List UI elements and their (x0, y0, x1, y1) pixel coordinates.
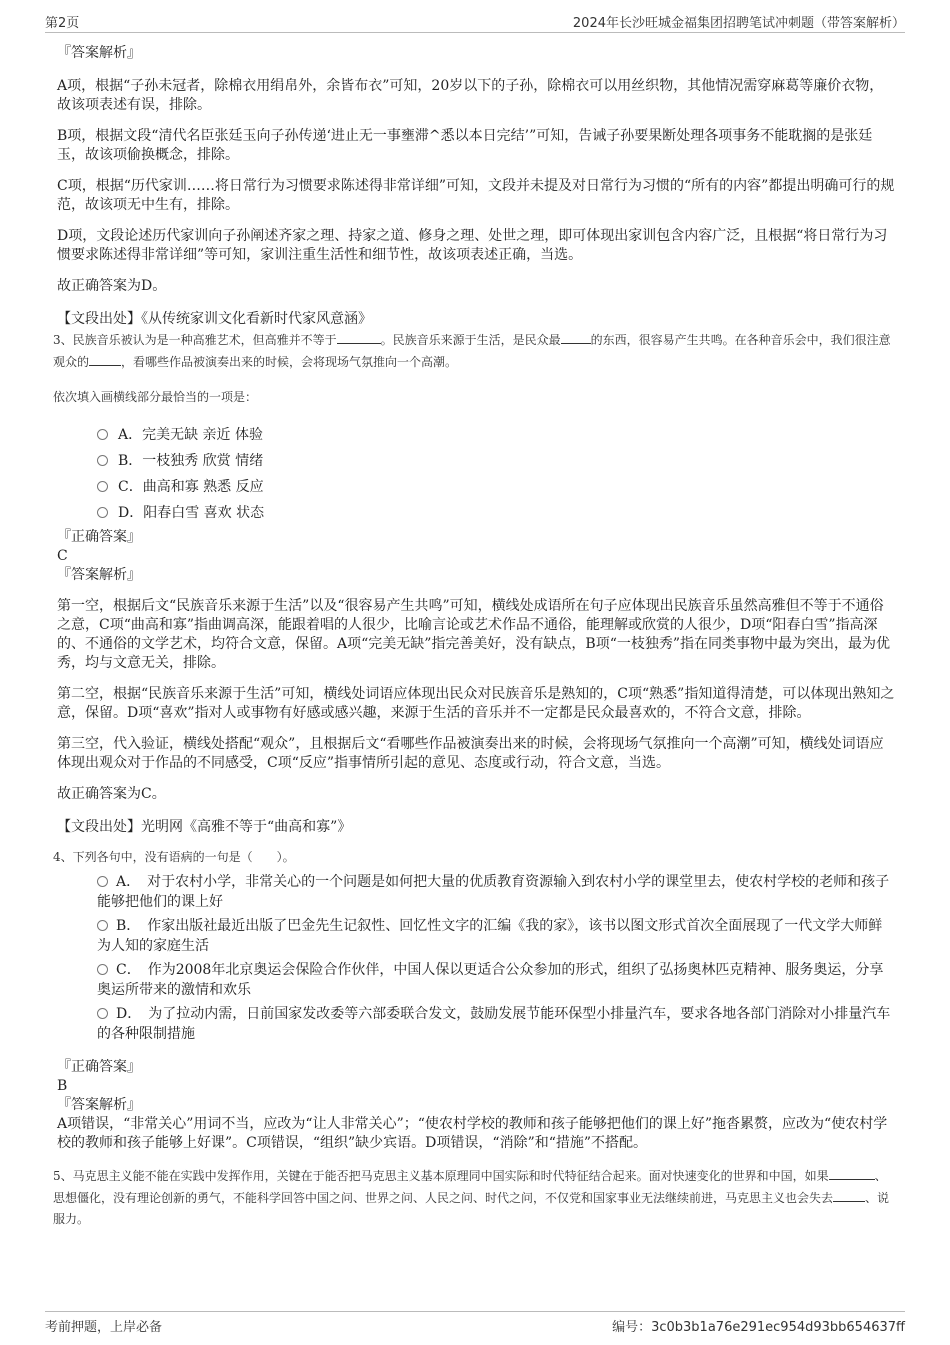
q5-question: 5、马克思主义能不能在实践中发挥作用，关键在于能否把马克思主义基本原理同中国实际和时代特征结合起来。面对快速变化的世界和中国，如果 、思想僵化，没有理论创新的勇气，不能科学回答中国之问、世界之问、人民之问、时代之问，不仅党和国家事业无法继续前进，马克思主义也会失去 、说服力。 (53, 1165, 895, 1230)
q5-blank-1 (829, 1165, 875, 1180)
q2-source: 【文段出处】《从传统家训文化看新时代家风意涵》 (57, 311, 372, 327)
q2-analysis-a: A项，根据“子孙未冠者，除棉衣用绢帛外，余皆布衣”可知，20岁以下的子孙，除棉衣可以用丝织物，其他情况需穿麻葛等廉价衣物，故该项表述有误，排除。 (57, 78, 884, 113)
q4-analysis-label: 『答案解析』 (57, 1097, 141, 1113)
q4-option-a[interactable]: A． 对于农村小学，非常关心的一个问题是如何把大量的优质教育资源输入到农村小学的课堂里去，使农村学校的老师和孩子能够把他们的课上好 (97, 874, 890, 910)
document-code: 编号：3c0b3b1a76e291ec954d93bb654637ff (612, 1320, 905, 1335)
q3-conclusion: 故正确答案为C。 (57, 786, 166, 802)
radio-icon[interactable] (97, 507, 108, 518)
q4-question: 4、下列各句中，没有语病的一句是（ ）。 (53, 850, 295, 864)
q5-blank-2 (833, 1187, 865, 1202)
radio-icon[interactable] (97, 1008, 108, 1019)
q3-option-a[interactable]: A．完美无缺 亲近 体验 (97, 422, 895, 448)
q2-analysis-d: D项，文段论述历代家训向子孙阐述齐家之理、持家之道、修身之理、处世之理，即可体现出家训包含内容广泛，且根据“将日常行为习惯要求陈述得非常详细”等可知，家训注重生活性和细节性，故该项表述正确，当选。 (57, 228, 888, 263)
q3-option-b[interactable]: B．一枝独秀 欣赏 情绪 (97, 448, 895, 474)
q3-analysis-p1: 第一空，根据后文“民族音乐来源于生活”以及“很容易产生共鸣”可知，横线处成语所在句子应体现出民族音乐虽然高雅但不等于不通俗之意，C项“曲高和寡”指曲调高深，能跟着唱的人很少，比喻言论或艺术作品不通俗，能理解或欣赏的人很少，D项“阳春白雪”指高深的、不通俗的文学艺术，均符合文意，保留。A项“完美无缺”指完善美好，没有缺点，B项“一枝独秀”指在同类事物中最为突出，最为优秀，均与文意无关，排除。 (57, 598, 891, 671)
q3-correct-answer: C (57, 548, 68, 564)
q3-option-c[interactable]: C．曲高和寡 熟悉 反应 (97, 474, 895, 500)
q3-blank-2 (561, 329, 591, 344)
q3-blank-3 (89, 351, 121, 366)
radio-icon[interactable] (97, 481, 108, 492)
q4-correct-label: 『正确答案』 (57, 1059, 141, 1075)
q2-analysis-b: B项，根据文段“清代名臣张廷玉向子孙传递‘进止无一事壅滞^悉以本日完结’”可知，告诫子孙要果断处理各项事务不能耽搁的是张廷玉，故该项偷换概念，排除。 (57, 128, 873, 163)
q3-analysis-p2: 第二空，根据“民族音乐来源于生活”可知，横线处词语应体现出民众对民族音乐是熟知的，C项“熟悉”指知道得清楚，可以体现出熟知之意，保留。D项“喜欢”指对人或事物有好感或感兴趣，来源于生活的音乐并不一定都是民众最喜欢的，不符合文意，排除。 (57, 686, 895, 721)
q2-conclusion: 故正确答案为D。 (57, 278, 167, 294)
radio-icon[interactable] (97, 876, 108, 887)
radio-icon[interactable] (97, 920, 108, 931)
page-header (45, 10, 905, 33)
radio-icon[interactable] (97, 964, 108, 975)
document-body (53, 44, 895, 1230)
radio-icon[interactable] (97, 429, 108, 440)
q3-instruction: 依次填入画横线部分最恰当的一项是： (53, 390, 258, 404)
q3-source: 【文段出处】光明网《高雅不等于“曲高和寡”》 (57, 819, 352, 835)
q3-option-d[interactable]: D．阳春白雪 喜欢 状态 (97, 500, 895, 526)
q4-analysis: A项错误，“非常关心”用词不当，应改为“让人非常关心”；“使农村学校的教师和孩子能够把他们的课上好”拖沓累赘，应改为“使农村学校的教师和孩子能够上好课”。C项错误，“组织”缺少宾语。D项错误，“消除”和“措施”不搭配。 (57, 1116, 888, 1151)
page-number: 第2页 (45, 16, 80, 31)
q4-option-d[interactable]: D． 为了拉动内需，日前国家发改委等六部委联合发文，鼓励发展节能环保型小排量汽车，要求各地各部门消除对小排量汽车的各种限制措施 (97, 1006, 891, 1042)
q2-analysis-label: 『答案解析』 (57, 45, 141, 61)
q3-analysis-label: 『答案解析』 (57, 567, 141, 583)
footer-slogan: 考前押题，上岸必备 (45, 1320, 163, 1335)
radio-icon[interactable] (97, 455, 108, 466)
q4-option-b[interactable]: B． 作家出版社最近出版了巴金先生记叙性、回忆性文字的汇编《我的家》，该书以图文形式首次全面展现了一代文学大师鲜为人知的家庭生活 (97, 918, 883, 954)
document-title: 2024年长沙旺城金福集团招聘笔试冲刺题（带答案解析） (572, 16, 905, 31)
q3-blank-1 (337, 329, 381, 344)
page-footer (45, 1311, 905, 1336)
q3-correct-label: 『正确答案』 (57, 529, 141, 545)
q3-question: 3、民族音乐被认为是一种高雅艺术，但高雅并不等于 。民族音乐来源于生活，是民众最 的东西，很容易产生共鸣。在各种音乐会中，我们很注意观众的 ，看哪些作品被演奏出来的时候，会将现场气氛推向一个高潮。 (53, 329, 895, 373)
q2-analysis-c: C项，根据“历代家训……将日常行为习惯要求陈述得非常详细”可知，文段并未提及对日常行为习惯的“所有的内容”都提出明确可行的规范，故该项无中生有，排除。 (57, 178, 895, 213)
q4-correct-answer: B (57, 1078, 68, 1094)
q3-analysis-p3: 第三空，代入验证，横线处搭配“观众”，且根据后文“看哪些作品被演奏出来的时候，会将现场气氛推向一个高潮”可知，横线处词语应体现出观众对于作品的不同感受，C项“反应”指事情所引起的意见、态度或行动，符合文意，当选。 (57, 736, 884, 771)
q4-option-c[interactable]: C． 作为2008年北京奥运会保险合作伙伴，中国人保以更适合公众参加的形式，组织了弘扬奥林匹克精神、服务奥运，分享奥运所带来的激情和欢乐 (97, 962, 884, 998)
